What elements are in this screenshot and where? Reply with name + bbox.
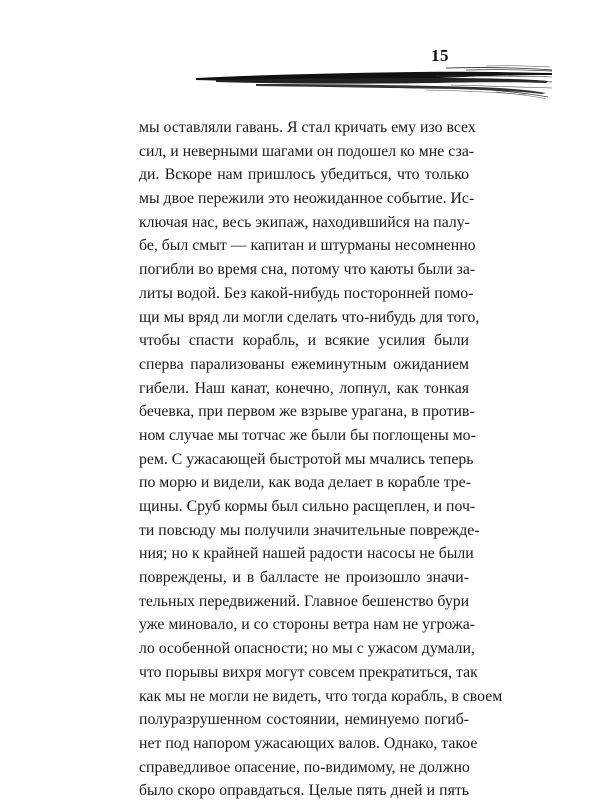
text-line: уже миновало, и со стороны ветра нам не угрожа- bbox=[139, 616, 476, 634]
text-line: ном случае мы тотчас же были бы поглощены мо- bbox=[139, 426, 476, 444]
text-line: тельных передвижений. Главное бешенство бури bbox=[139, 592, 470, 610]
brush-stroke-ornament bbox=[196, 64, 552, 100]
text-line: сил, и неверными шагами он подошел ко мне сза- bbox=[139, 142, 475, 160]
text-line: справедливое опасение, по-видимому, не должно bbox=[139, 758, 470, 776]
text-line: мы оставляли гавань. Я стал кричать ему изо всех bbox=[139, 119, 476, 136]
text-line: сперва парализованы ежеминутным ожиданием bbox=[139, 355, 469, 373]
text-line: повреждены, и в балласте не произошло значи- bbox=[139, 569, 469, 587]
text-line: бечевка, при первом же взрыве урагана, в против- bbox=[139, 403, 475, 421]
body-text bbox=[139, 116, 503, 803]
text-line: было скоро оправдаться. Целые пять дней и пять bbox=[139, 782, 469, 800]
text-line: гибели. Наш канат, конечно, лопнул, как тонкая bbox=[139, 379, 469, 397]
text-line: что порывы вихря могут совсем прекратиться, так bbox=[139, 663, 478, 681]
text-line: бе, был смыт — капитан и штурманы несомненно bbox=[139, 237, 476, 255]
text-line: рем. С ужасающей быстротой мы мчались теперь bbox=[139, 450, 474, 468]
text-line: щи мы вряд ли могли сделать что-нибудь для того, bbox=[139, 308, 480, 326]
text-line: ния; но к крайней нашей радости насосы не были bbox=[139, 545, 474, 563]
text-line: по морю и видели, как вода делает в корабле тре- bbox=[139, 474, 471, 492]
text-line: щины. Сруб кормы был сильно расщеплен, и поч- bbox=[139, 498, 476, 515]
text-line: ти повсюду мы получили значительные поврежде- bbox=[139, 521, 480, 539]
text-line: чтобы спасти корабль, и всякие усилия были bbox=[139, 332, 469, 350]
text-line: ди. Вскоре нам пришлось убедиться, что только bbox=[139, 166, 469, 184]
text-line: как мы не могли не видеть, что тогда корабль, в своем bbox=[139, 687, 503, 705]
text-line: литы водой. Без какой-нибудь посторонней помо- bbox=[139, 284, 474, 302]
text-line: мы двое пережили это неожиданное событие. Ис- bbox=[139, 190, 475, 208]
text-line: нет под напором ужасающих валов. Однако, такое bbox=[139, 734, 478, 752]
text-line: ло особенной опасности; но мы с ужасом думали, bbox=[139, 640, 475, 658]
text-line: погибли во время сна, потому что каюты были за- bbox=[139, 261, 476, 279]
text-line: полуразрушенном состоянии, неминуемо погиб- bbox=[139, 711, 469, 729]
text-line: ключая нас, весь экипаж, находившийся на палу- bbox=[139, 213, 470, 231]
page-number: 15 bbox=[431, 46, 449, 65]
